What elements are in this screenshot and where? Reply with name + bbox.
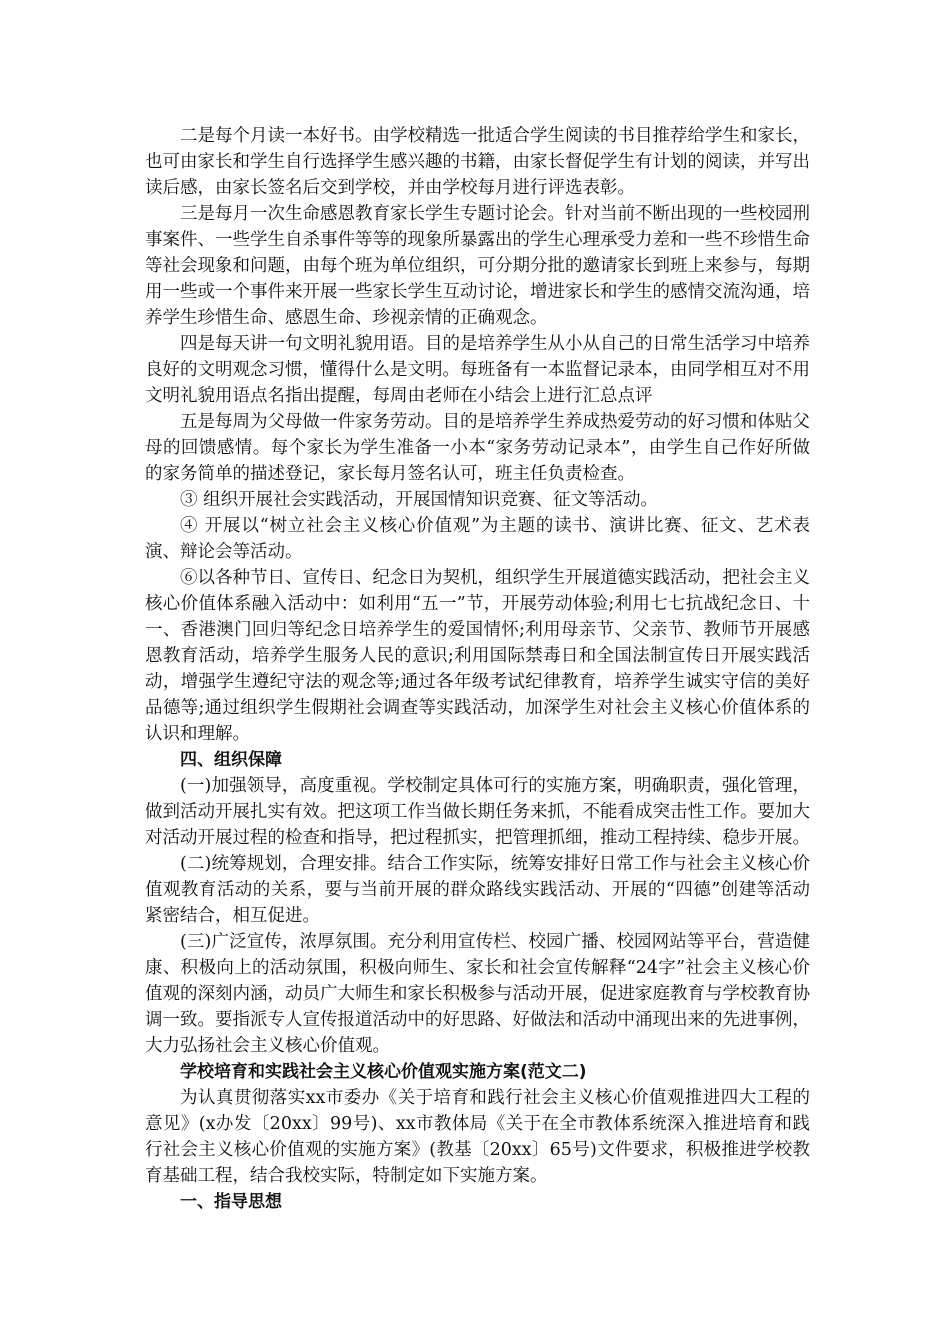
document-title-sample-two: 学校培育和实践社会主义核心价值观实施方案(范文二) — [180, 1062, 587, 1082]
paragraph-reading: 二是每个月读一本好书。由学校精选一批适合学生阅读的书目推荐给学生和家长，也可由家长和学生自行选择学生感兴趣的书籍，由家长督促学生有计划的阅读，并写出读后感，由家长签名后交到学校，并由学校每月进行评选表彰。 — [145, 126, 810, 198]
paragraph-festival-activities: ⑥以各种节日、宣传日、纪念日为契机，组织学生开展道德实践活动，把社会主义核心价值体系融入活动中：如利用“五一”节，开展劳动体验;利用七七抗战纪念日、十一、香港澳门回归等纪念日培养学生的爱国情怀;利用母亲节、父亲节、教师节开展感恩教育活动，培养学生服务人民的意识;利用国际禁毒日和全国法制宣传日开展实践活动，增强学生遵纪守法的观念等;通过各年级考试纪律教育，培养学生诚实守信的美好品德等;通过组织学生假期社会调查等实践活动，加深学生对社会主义核心价值体系的认识和理解。 — [145, 568, 810, 744]
paragraph-planning: (二)统筹规划，合理安排。结合工作实际，统筹安排好日常工作与社会主义核心价值观教育活动的关系，要与当前开展的群众路线实践活动、开展的“四德”创建等活动紧密结合，相互促进。 — [145, 854, 810, 926]
paragraph-publicity: (三)广泛宣传，浓厚氛围。充分利用宣传栏、校园广播、校园网站等平台，营造健康、积极向上的活动氛围，积极向师生、家长和社会宣传解释“24字”社会主义核心价值观的深刻内涵，动员广大师生和家长积极参与活动开展，促进家庭教育与学校教育协调一致。要指派专人宣传报道活动中的好思路、好做法和活动中涌现出来的先进事例，大力弘扬社会主义核心价值观。 — [145, 932, 810, 1056]
paragraph-housework: 五是每周为父母做一件家务劳动。目的是培养学生养成热爱劳动的好习惯和体贴父母的回馈感情。每个家长为学生准备一小本“家务劳动记录本”，由学生自己作好所做的家务简单的描述登记，家长每月签名认可，班主任负责检查。 — [145, 412, 810, 484]
paragraph-discussion: 三是每月一次生命感恩教育家长学生专题讨论会。针对当前不断出现的一些校园刑事案件、一些学生自杀事件等等的现象所暴露出的学生心理承受力差和一些不珍惜生命等社会现象和问题，由每个班为单位组织，可分期分批的邀请家长到班上来参与，每期用一些或一个事件来开展一些家长学生互动讨论，增进家长和学生的感情交流沟通，培养学生珍惜生命、感恩生命、珍视亲情的正确观念。 — [145, 204, 810, 328]
paragraph-leadership: (一)加强领导，高度重视。学校制定具体可行的实施方案，明确职责，强化管理，做到活动开展扎实有效。把这项工作当做长期任务来抓，不能看成突击性工作。要加大对活动开展过程的检查和指导，把过程抓实，把管理抓细，推动工程持续、稳步开展。 — [145, 776, 810, 848]
paragraph-introduction: 为认真贯彻落实xx市委办《关于培育和践行社会主义核心价值观推进四大工程的意见》(x办发〔20xx〕99号)、xx市教体局《关于在全市教体系统深入推进培育和践行社会主义核心价值观的实施方案》(教基〔20xx〕65号)文件要求，积极推进学校教育基础工程，结合我校实际，特制定如下实施方案。 — [145, 1088, 810, 1186]
paragraph-core-values-events: ④ 开展以“树立社会主义核心价值观”为主题的读书、演讲比赛、征文、艺术表演、辩论会等活动。 — [145, 516, 810, 562]
section-heading-guiding-ideology: 一、指导思想 — [180, 1192, 282, 1212]
section-heading-organization: 四、组织保障 — [180, 750, 282, 770]
document-body — [145, 123, 810, 1215]
paragraph-courtesy: 四是每天讲一句文明礼貌用语。目的是培养学生从小从自己的日常生活学习中培养良好的文明观念习惯，懂得什么是文明。每班备有一本监督记录本，由同学相互对不用文明礼貌用语点名指出提醒，每周由老师在小结会上进行汇总点评 — [145, 334, 810, 406]
paragraph-social-practice: ③ 组织开展社会实践活动，开展国情知识竞赛、征文等活动。 — [180, 490, 659, 510]
